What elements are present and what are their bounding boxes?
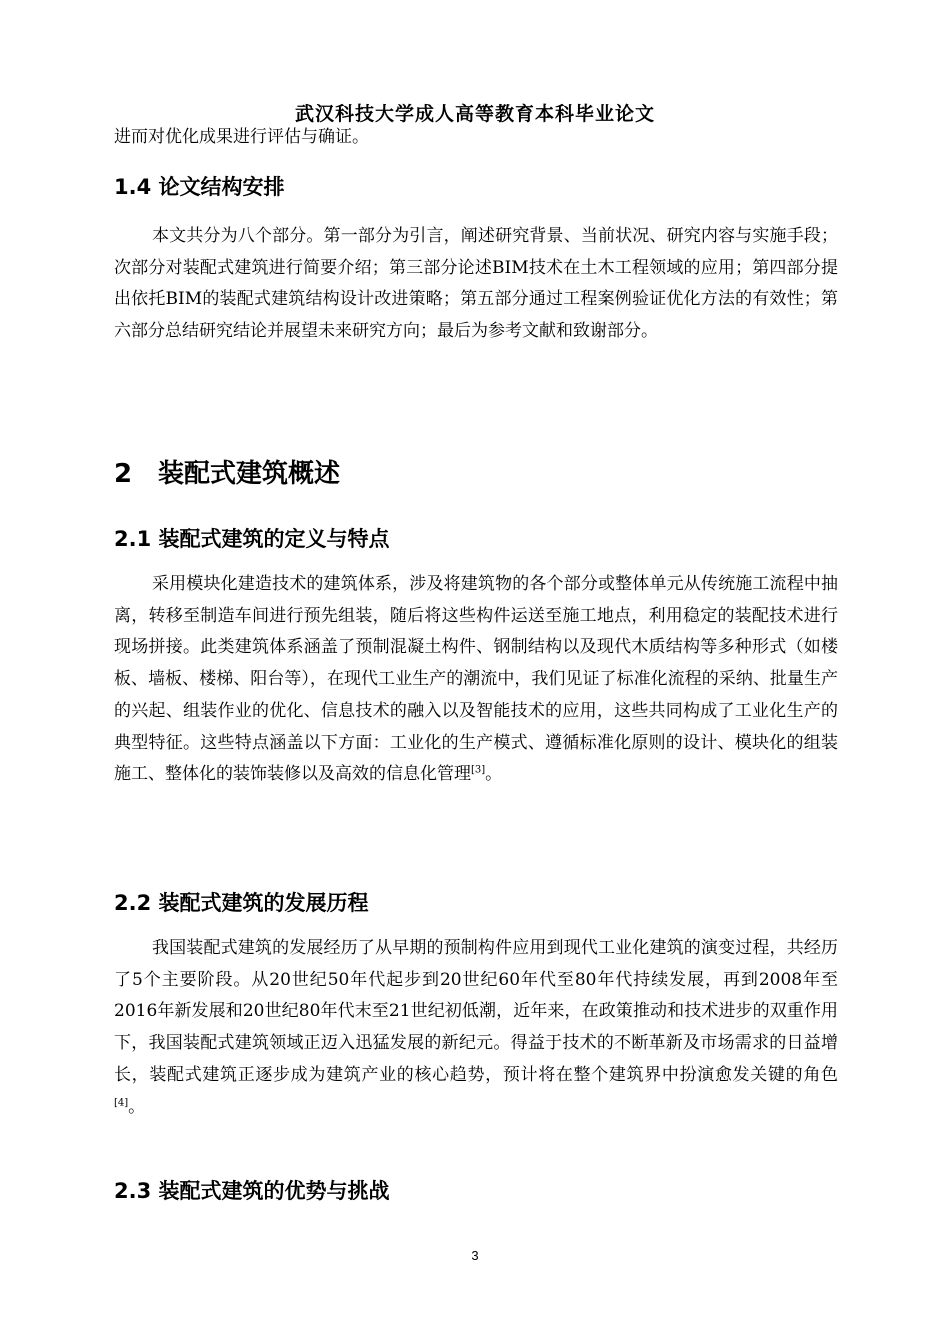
section-1-4-body	[114, 221, 838, 348]
section-2-2	[114, 888, 838, 918]
chapter-title: 装配式建筑概述	[158, 459, 341, 489]
citation-3: [3]	[471, 764, 486, 776]
citation-4: [4]	[114, 1096, 129, 1108]
continuation-block	[114, 122, 838, 154]
section-heading-2-2: 2.2 装配式建筑的发展历程	[114, 891, 369, 915]
page-header: 武汉科技大学成人高等教育本科毕业论文	[294, 103, 655, 125]
section-2-2-body	[114, 933, 838, 1123]
chapter-2	[114, 456, 838, 492]
paragraph-2-2-text: 我国装配式建筑的发展经历了从早期的预制构件应用到现代工业化建筑的演变过程，共经历了5个主要阶段。从20世纪50年代起步到20世纪60年代至80年代持续发展，再到2008年至2016年新发展和20世纪80年代末至21世纪初低潮，近年来，在政策推动和技术进步的双重作用下，我国装配式建筑领域正迈入迅猛发展的新纪元。得益于技术的不断革新及市场需求的日益增长，装配式建筑正逐步成为建筑产业的核心趋势，预计将在整个建筑界中扮演愈发关键的角色	[114, 938, 838, 1085]
continuation-text: 进而对优化成果进行评估与确证。	[114, 127, 369, 147]
paragraph-1-4: 本文共分为八个部分。第一部分为引言，阐述研究背景、当前状况、研究内容与实施手段；次部分对装配式建筑进行简要介绍；第三部分论述BIM技术在土木工程领域的应用；第四部分提出依托BIM的装配式建筑结构设计改进策略；第五部分通过工程案例验证优化方法的有效性；第六部分总结研究结论并展望未来研究方向；最后为参考文献和致谢部分。	[114, 226, 838, 342]
chapter-number: 2	[114, 459, 133, 489]
section-heading-2-3: 2.3 装配式建筑的优势与挑战	[114, 1179, 390, 1203]
paragraph-2-1-end: 。	[485, 764, 503, 785]
paragraph-2-1-text: 采用模块化建造技术的建筑体系，涉及将建筑物的各个部分或整体单元从传统施工流程中抽离，转移至制造车间进行预先组装，随后将这些构件运送至施工地点，利用稳定的装配技术进行现场拼接。此类建筑体系涵盖了预制混凝土构件、钢制结构以及现代木质结构等多种形式（如楼板、墙板、楼梯、阳台等），在现代工业生产的潮流中，我们见证了标准化流程的采纳、批量生产的兴起、组装作业的优化、信息技术的融入以及智能技术的应用，这些共同构成了工业化生产的典型特征。这些特点涵盖以下方面：工业化的生产模式、遵循标准化原则的设计、模块化的组装施工、整体化的装饰装修以及高效的信息化管理	[114, 574, 838, 785]
paragraph-2-2-end: 。	[128, 1096, 146, 1117]
section-2-3	[114, 1176, 838, 1206]
section-2-1-body	[114, 569, 838, 791]
section-2-1	[114, 524, 838, 554]
section-heading-1-4: 1.4 论文结构安排	[114, 175, 285, 199]
section-1-4	[114, 172, 838, 202]
section-heading-2-1: 2.1 装配式建筑的定义与特点	[114, 527, 390, 551]
page-number: 3	[471, 1248, 479, 1263]
chapter-heading	[114, 456, 838, 492]
paragraph-2-1	[114, 569, 838, 791]
paragraph-2-2	[114, 933, 838, 1123]
